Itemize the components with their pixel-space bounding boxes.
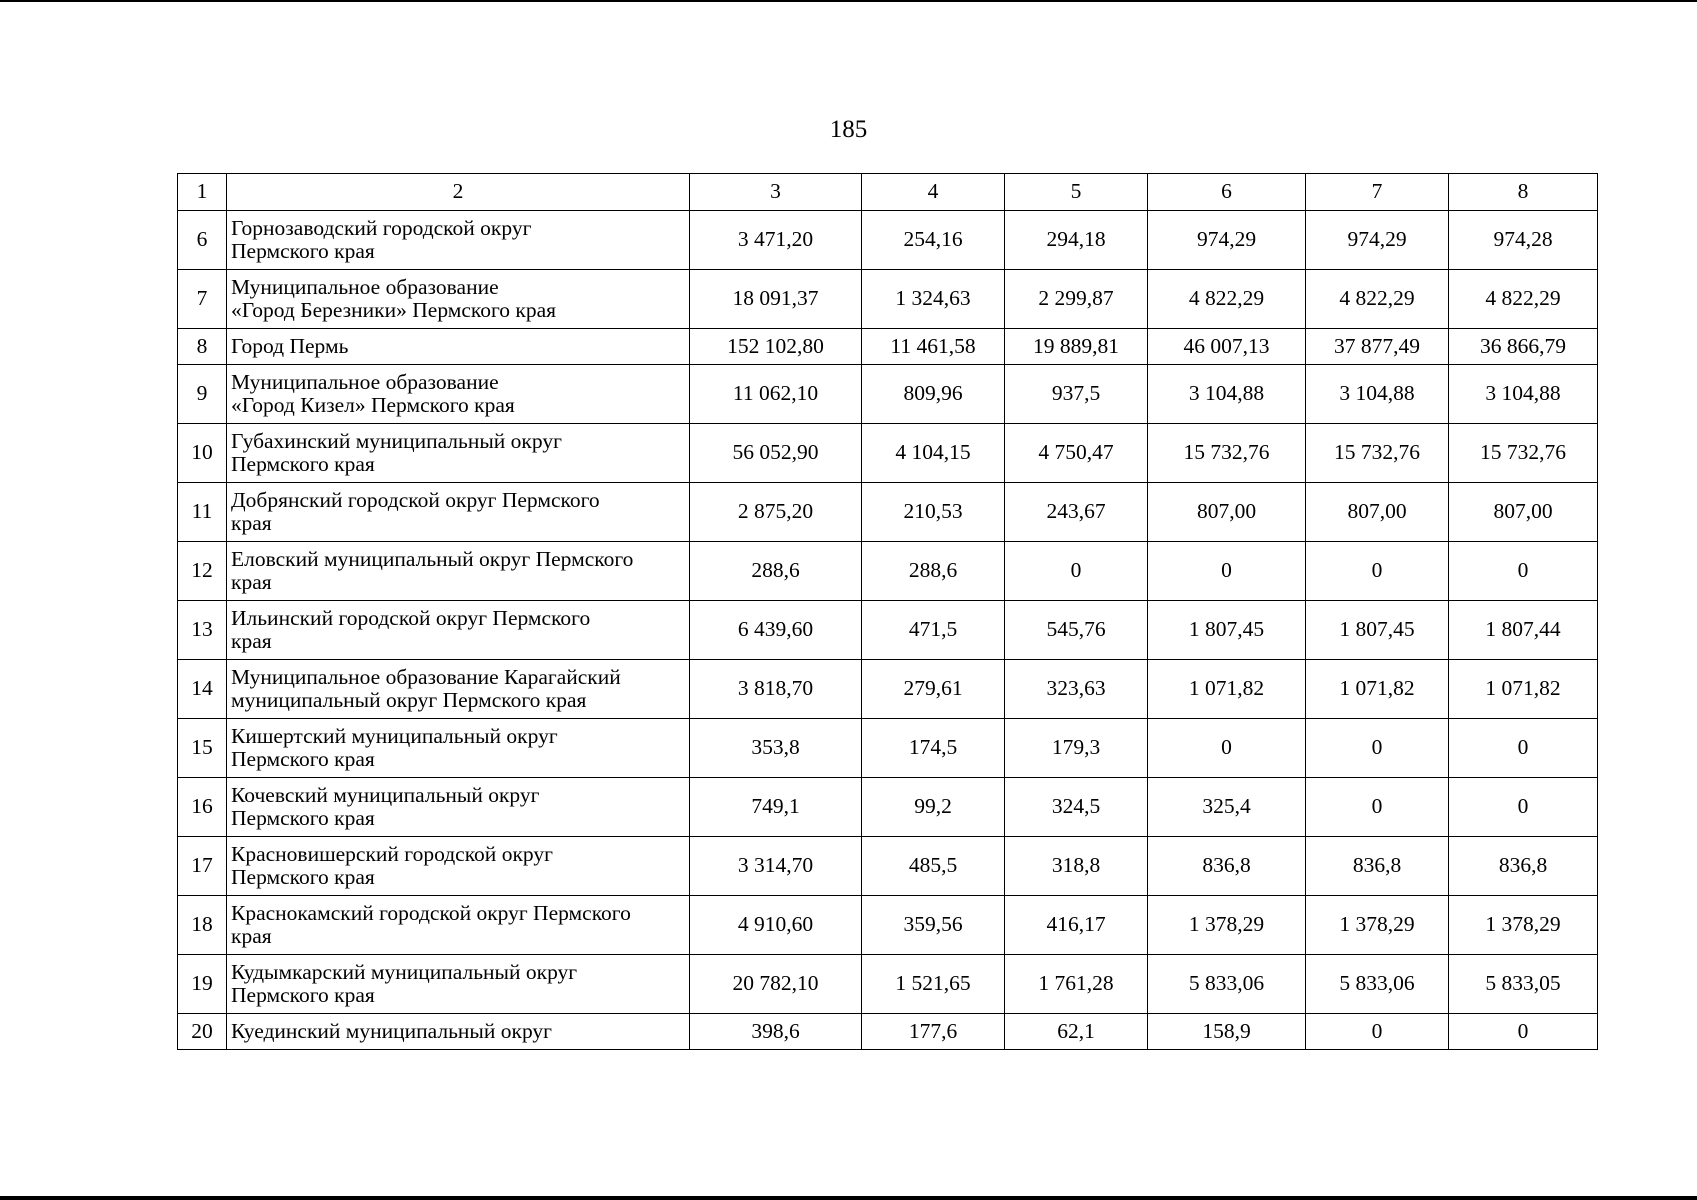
municipality-name-line: Краснокамский городской округ Пермского: [231, 900, 631, 925]
municipality-name-line: Ильинский городской округ Пермского: [231, 605, 591, 630]
value-cell-col-3: 152 102,80: [690, 329, 862, 365]
value-cell-col-4: 210,53: [862, 483, 1005, 542]
value-cell-col-8: 0: [1449, 542, 1598, 601]
value-cell-col-7: 0: [1306, 542, 1449, 601]
table-row: [178, 483, 1598, 542]
value-cell-col-4: 1 324,63: [862, 270, 1005, 329]
value-cell-col-7: 0: [1306, 778, 1449, 837]
value-cell-col-3: 18 091,37: [690, 270, 862, 329]
row-number: 14: [178, 660, 227, 719]
municipality-name-line: Красновишерский городской округ: [231, 841, 553, 866]
value-cell-col-5: 0: [1005, 542, 1148, 601]
municipality-name-line: Пермского края: [231, 806, 375, 830]
value-cell-col-5: 294,18: [1005, 211, 1148, 270]
value-cell-col-3: 3 471,20: [690, 211, 862, 270]
value-cell-col-7: 807,00: [1306, 483, 1449, 542]
value-cell-col-6: 1 807,45: [1148, 601, 1306, 660]
value-cell-col-8: 0: [1449, 778, 1598, 837]
value-cell-col-3: 11 062,10: [690, 365, 862, 424]
value-cell-col-8: 0: [1449, 1014, 1598, 1050]
value-cell-col-7: 1 071,82: [1306, 660, 1449, 719]
table-body: [178, 174, 1598, 1050]
value-cell-col-3: 288,6: [690, 542, 862, 601]
municipality-name-line: Муниципальное образование: [231, 274, 499, 299]
value-cell-col-6: 3 104,88: [1148, 365, 1306, 424]
value-cell-col-7: 0: [1306, 1014, 1449, 1050]
value-cell-col-3: 3 818,70: [690, 660, 862, 719]
value-cell-col-3: 749,1: [690, 778, 862, 837]
municipality-name-line: Пермского края: [231, 983, 375, 1007]
municipality-name-line: Город Пермь: [231, 333, 349, 358]
row-number: 6: [178, 211, 227, 270]
value-cell-col-8: 36 866,79: [1449, 329, 1598, 365]
value-cell-col-7: 5 833,06: [1306, 955, 1449, 1014]
value-cell-col-3: 3 314,70: [690, 837, 862, 896]
value-cell-col-5: 416,17: [1005, 896, 1148, 955]
value-cell-col-3: 56 052,90: [690, 424, 862, 483]
value-cell-col-4: 359,56: [862, 896, 1005, 955]
value-cell-col-8: 974,28: [1449, 211, 1598, 270]
value-cell-col-8: 15 732,76: [1449, 424, 1598, 483]
municipality-name: [227, 270, 690, 329]
column-number-row: [178, 174, 1598, 211]
value-cell-col-5: 243,67: [1005, 483, 1148, 542]
value-cell-col-4: 471,5: [862, 601, 1005, 660]
municipality-name-line: края: [231, 924, 272, 948]
data-table: [177, 173, 1598, 1050]
table-row: [178, 424, 1598, 483]
value-cell-col-8: 5 833,05: [1449, 955, 1598, 1014]
table-row: [178, 542, 1598, 601]
value-cell-col-4: 485,5: [862, 837, 1005, 896]
row-number: 12: [178, 542, 227, 601]
municipality-name-line: Добрянский городской округ Пермского: [231, 487, 600, 512]
value-cell-col-4: 279,61: [862, 660, 1005, 719]
municipality-name-line: Куединский муниципальный округ: [231, 1018, 552, 1043]
municipality-name: [227, 601, 690, 660]
value-cell-col-6: 158,9: [1148, 1014, 1306, 1050]
value-cell-col-7: 37 877,49: [1306, 329, 1449, 365]
municipality-name-line: муниципальный округ Пермского края: [231, 688, 587, 712]
value-cell-col-6: 46 007,13: [1148, 329, 1306, 365]
municipality-name: [227, 719, 690, 778]
municipality-name-line: Пермского края: [231, 239, 375, 263]
row-number: 16: [178, 778, 227, 837]
table-row: [178, 270, 1598, 329]
municipality-name: [227, 329, 690, 365]
value-cell-col-7: 0: [1306, 719, 1449, 778]
municipality-name-line: Пермского края: [231, 452, 375, 476]
value-cell-col-7: 836,8: [1306, 837, 1449, 896]
municipality-name: [227, 211, 690, 270]
value-cell-col-3: 2 875,20: [690, 483, 862, 542]
row-number: 15: [178, 719, 227, 778]
value-cell-col-8: 0: [1449, 719, 1598, 778]
value-cell-col-5: 19 889,81: [1005, 329, 1148, 365]
table-row: [178, 955, 1598, 1014]
row-number: 10: [178, 424, 227, 483]
municipality-name-line: Кудымкарский муниципальный округ: [231, 959, 578, 984]
value-cell-col-7: 1 807,45: [1306, 601, 1449, 660]
row-number: 11: [178, 483, 227, 542]
value-cell-col-3: 398,6: [690, 1014, 862, 1050]
value-cell-col-6: 836,8: [1148, 837, 1306, 896]
row-number: 20: [178, 1014, 227, 1050]
value-cell-col-4: 4 104,15: [862, 424, 1005, 483]
table-row: [178, 211, 1598, 270]
municipality-name-line: края: [231, 511, 272, 535]
scan-edge-bottom: [0, 1196, 1697, 1200]
municipality-name-line: Горнозаводский городской округ: [231, 215, 532, 240]
value-cell-col-6: 4 822,29: [1148, 270, 1306, 329]
value-cell-col-4: 809,96: [862, 365, 1005, 424]
table-row: [178, 778, 1598, 837]
value-cell-col-6: 1 378,29: [1148, 896, 1306, 955]
table-row: [178, 329, 1598, 365]
value-cell-col-3: 353,8: [690, 719, 862, 778]
value-cell-col-5: 324,5: [1005, 778, 1148, 837]
table-row: [178, 660, 1598, 719]
municipality-name-line: Губахинский муниципальный округ: [231, 428, 562, 453]
value-cell-col-4: 11 461,58: [862, 329, 1005, 365]
value-cell-col-7: 974,29: [1306, 211, 1449, 270]
municipality-name-line: Еловский муниципальный округ Пермского: [231, 546, 634, 571]
value-cell-col-4: 288,6: [862, 542, 1005, 601]
value-cell-col-8: 3 104,88: [1449, 365, 1598, 424]
column-header: 3: [690, 174, 862, 211]
value-cell-col-5: 545,76: [1005, 601, 1148, 660]
row-number: 18: [178, 896, 227, 955]
municipality-name-line: Кишертский муниципальный округ: [231, 723, 558, 748]
value-cell-col-5: 2 299,87: [1005, 270, 1148, 329]
value-cell-col-6: 0: [1148, 719, 1306, 778]
table-row: [178, 601, 1598, 660]
value-cell-col-6: 974,29: [1148, 211, 1306, 270]
municipality-name-line: Муниципальное образование Карагайский: [231, 664, 621, 689]
column-header: 8: [1449, 174, 1598, 211]
municipality-name: [227, 896, 690, 955]
municipality-name: [227, 660, 690, 719]
scan-edge-top: [0, 0, 1697, 2]
value-cell-col-6: 5 833,06: [1148, 955, 1306, 1014]
municipality-name-line: края: [231, 629, 272, 653]
municipality-name-line: Кочевский муниципальный округ: [231, 782, 540, 807]
value-cell-col-5: 323,63: [1005, 660, 1148, 719]
municipality-name: [227, 542, 690, 601]
value-cell-col-4: 1 521,65: [862, 955, 1005, 1014]
value-cell-col-6: 1 071,82: [1148, 660, 1306, 719]
municipality-name-line: Муниципальное образование: [231, 369, 499, 394]
table-row: [178, 365, 1598, 424]
value-cell-col-7: 3 104,88: [1306, 365, 1449, 424]
value-cell-col-5: 1 761,28: [1005, 955, 1148, 1014]
municipality-name-line: «Город Кизел» Пермского края: [231, 393, 515, 417]
value-cell-col-8: 1 378,29: [1449, 896, 1598, 955]
value-cell-col-8: 836,8: [1449, 837, 1598, 896]
value-cell-col-6: 807,00: [1148, 483, 1306, 542]
municipality-name: [227, 365, 690, 424]
value-cell-col-4: 177,6: [862, 1014, 1005, 1050]
value-cell-col-3: 4 910,60: [690, 896, 862, 955]
table-row: [178, 719, 1598, 778]
municipality-name-line: края: [231, 570, 272, 594]
value-cell-col-3: 6 439,60: [690, 601, 862, 660]
value-cell-col-5: 62,1: [1005, 1014, 1148, 1050]
row-number: 17: [178, 837, 227, 896]
value-cell-col-5: 937,5: [1005, 365, 1148, 424]
value-cell-col-8: 1 071,82: [1449, 660, 1598, 719]
value-cell-col-4: 254,16: [862, 211, 1005, 270]
value-cell-col-8: 1 807,44: [1449, 601, 1598, 660]
value-cell-col-6: 15 732,76: [1148, 424, 1306, 483]
row-number: 8: [178, 329, 227, 365]
municipality-name-line: Пермского края: [231, 747, 375, 771]
page-number: 185: [829, 116, 868, 143]
value-cell-col-7: 15 732,76: [1306, 424, 1449, 483]
value-cell-col-4: 99,2: [862, 778, 1005, 837]
row-number: 9: [178, 365, 227, 424]
column-header: 7: [1306, 174, 1449, 211]
row-number: 13: [178, 601, 227, 660]
value-cell-col-4: 174,5: [862, 719, 1005, 778]
row-number: 7: [178, 270, 227, 329]
municipality-name-line: «Город Березники» Пермского края: [231, 298, 557, 322]
value-cell-col-7: 4 822,29: [1306, 270, 1449, 329]
value-cell-col-5: 4 750,47: [1005, 424, 1148, 483]
municipality-name: [227, 955, 690, 1014]
column-header: 6: [1148, 174, 1306, 211]
value-cell-col-5: 318,8: [1005, 837, 1148, 896]
value-cell-col-6: 325,4: [1148, 778, 1306, 837]
municipality-name: [227, 778, 690, 837]
row-number: 19: [178, 955, 227, 1014]
municipality-name: [227, 483, 690, 542]
value-cell-col-6: 0: [1148, 542, 1306, 601]
value-cell-col-3: 20 782,10: [690, 955, 862, 1014]
municipality-name: [227, 1014, 690, 1050]
value-cell-col-8: 4 822,29: [1449, 270, 1598, 329]
column-header: 1: [178, 174, 227, 211]
column-header: 5: [1005, 174, 1148, 211]
value-cell-col-5: 179,3: [1005, 719, 1148, 778]
table-row: [178, 896, 1598, 955]
table-row: [178, 1014, 1598, 1050]
column-header: 4: [862, 174, 1005, 211]
municipality-name: [227, 837, 690, 896]
column-header: 2: [227, 174, 690, 211]
table-row: [178, 837, 1598, 896]
municipality-name-line: Пермского края: [231, 865, 375, 889]
municipality-name: [227, 424, 690, 483]
value-cell-col-7: 1 378,29: [1306, 896, 1449, 955]
value-cell-col-8: 807,00: [1449, 483, 1598, 542]
